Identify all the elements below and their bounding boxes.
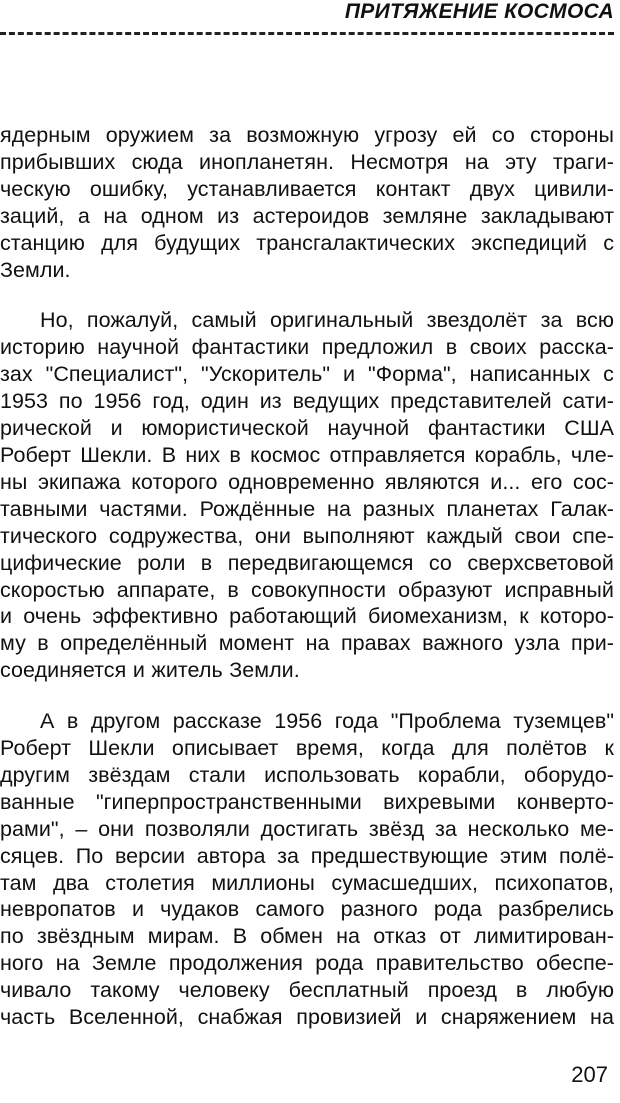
text-line: ны экипажа которого одновременно являются и... его сос- — [0, 469, 614, 494]
text-line: ного на Земле продолжения рода правительство обеспе- — [0, 951, 614, 976]
text-line: сяцев. По версии автора за предшествующие этим полё- — [0, 843, 614, 868]
text-line: прибывших сюда инопланетян. Несмотря на эту траги- — [0, 149, 614, 174]
text-line: Но, пожалуй, самый оригинальный звездолёт за всю — [40, 308, 614, 333]
text-line: скоростью аппарате, в совокупности образуют исправный — [0, 577, 614, 602]
text-line: Роберт Шекли описывает время, когда для полётов к — [0, 736, 614, 761]
running-title: ПРИТЯЖЕНИЕ КОСМОСА — [344, 0, 614, 23]
text-line: станцию для будущих трансгалактических экспедиций с — [0, 230, 614, 255]
text-line: и очень эффективно работающий биомеханизм, к которо- — [0, 604, 614, 629]
text-line: Земли. — [0, 257, 71, 282]
paragraph — [0, 307, 614, 684]
text-line: невропатов и чудаков самого разного рода разбрелись — [0, 897, 614, 922]
text-line: чивало такому человеку бесплатный проезд в любую — [0, 978, 614, 1003]
text-line: часть Вселенной, снабжая провизией и снаряжением на — [0, 1005, 614, 1030]
text-line: рической и юмористической научной фантастики США — [0, 416, 614, 441]
text-line: там два столетия миллионы сумасшедших, психопатов, — [0, 870, 614, 895]
header-dashed-rule — [0, 32, 614, 35]
paragraph — [0, 708, 614, 1031]
text-line: ядерным оружием за возможную угрозу ей со стороны — [0, 123, 614, 147]
text-line: заций, а на одном из астероидов земляне закладывают — [0, 203, 614, 228]
text-line: по звёздным мирам. В обмен на отказ от лимитирован- — [0, 924, 614, 949]
text-line: А в другом рассказе 1956 года "Проблема туземцев" — [40, 709, 614, 734]
text-line: ческую ошибку, устанавливается контакт двух цивили- — [0, 176, 614, 201]
text-line: тавными частями. Рождённые на разных планетах Галак- — [0, 496, 614, 521]
text-line: соединяется и житель Земли. — [0, 658, 300, 683]
body-text — [0, 122, 614, 1031]
page-number: 207 — [571, 1062, 608, 1087]
paragraph — [0, 122, 614, 283]
text-line: цифические роли в передвигающемся со сверхсветовой — [0, 550, 614, 575]
text-line: историю научной фантастики предложил в своих расска- — [0, 335, 614, 360]
text-line: другим звёздам стали использовать корабли, оборудо- — [0, 762, 614, 787]
text-line: Роберт Шекли. В них в космос отправляется корабль, чле- — [0, 442, 614, 467]
text-line: му в определённый момент на правах важного узла при- — [0, 631, 614, 656]
text-line: рами", – они позволяли достигать звёзд за несколько ме- — [0, 816, 614, 841]
text-line: зах "Специалист", "Ускоритель" и "Форма", написанных с — [0, 362, 614, 387]
text-line: 1953 по 1956 год, один из ведущих представителей сати- — [0, 389, 614, 414]
text-line: тического содружества, они выполняют каждый свои спе- — [0, 523, 614, 548]
text-line: ванные "гиперпространственными вихревыми конверто- — [0, 789, 614, 814]
